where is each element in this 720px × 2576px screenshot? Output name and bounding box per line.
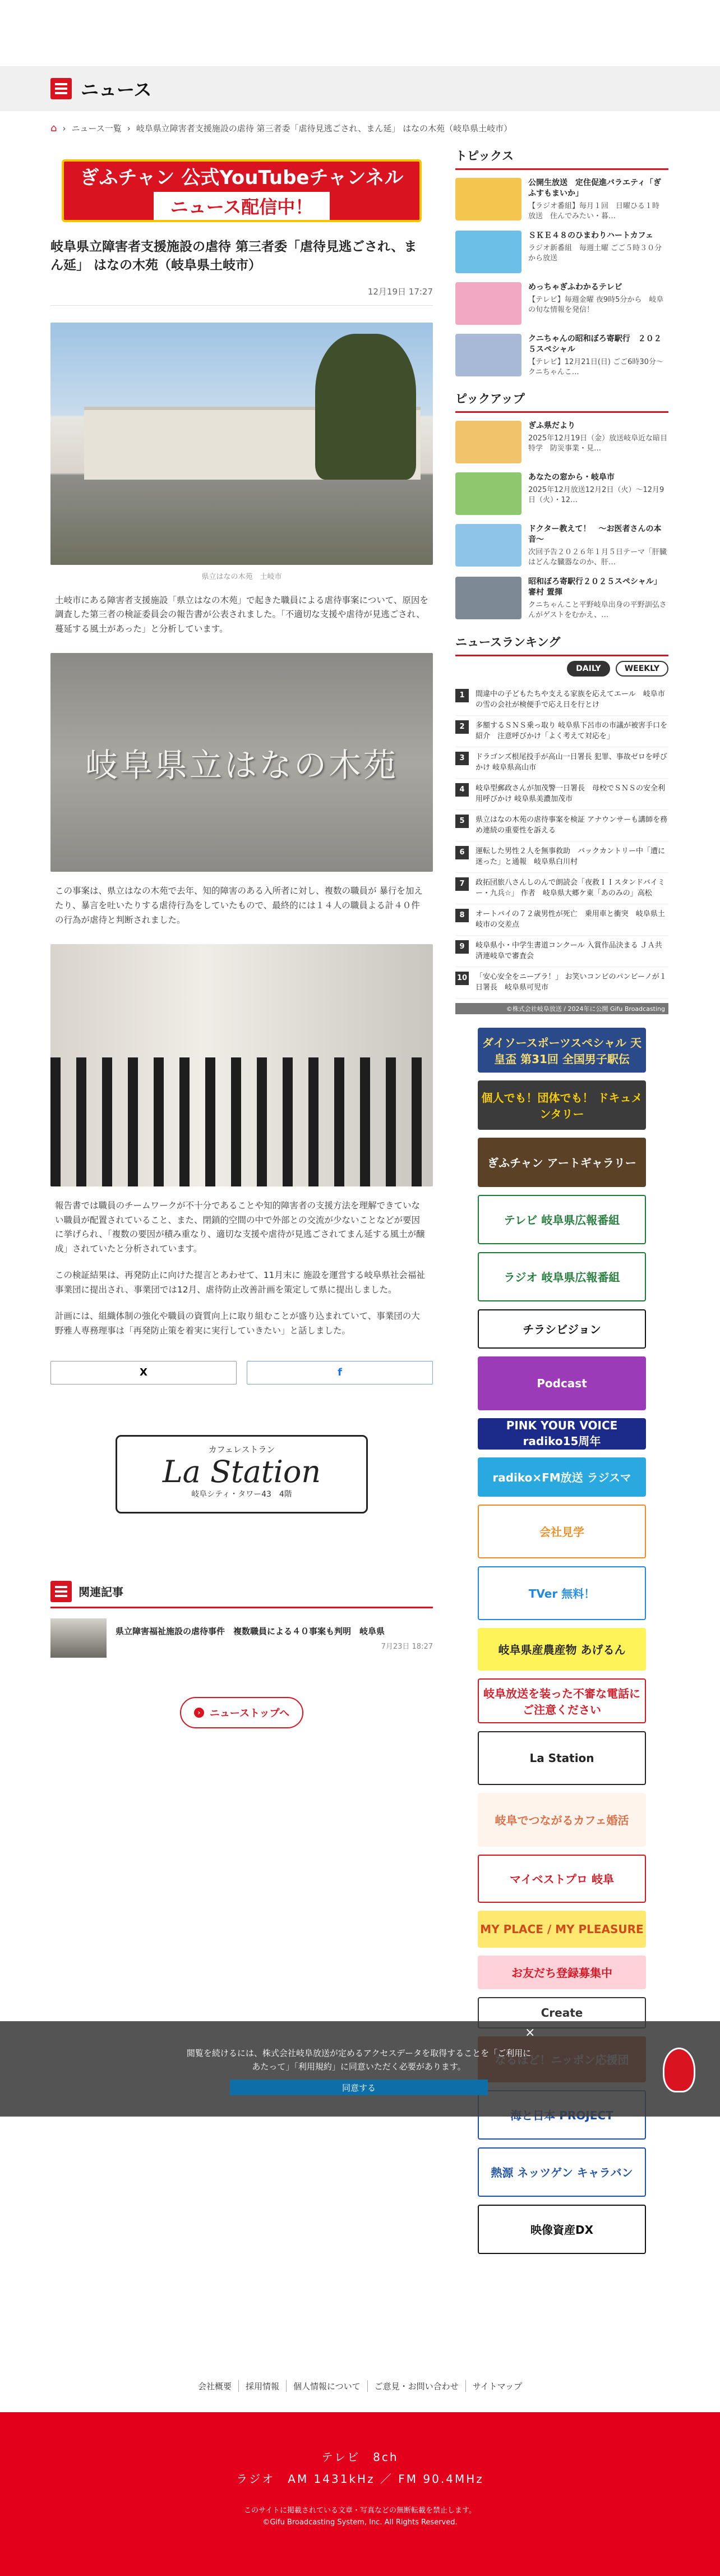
related-icon xyxy=(50,1581,72,1602)
article-date: 12月19日 17:27 xyxy=(50,286,433,306)
pickup-card[interactable] xyxy=(455,524,668,568)
ranking-title: 「安心安全をニーブラ！」 お笑いコンビのパンビーノが１日署長 岐阜県可児市 xyxy=(476,972,667,992)
sidebar-banner[interactable]: La Station xyxy=(478,1731,646,1785)
x-icon: X xyxy=(140,1367,147,1379)
pickup-card-title: あなたの窓から・岐阜市 xyxy=(528,473,615,482)
arrow-icon: › xyxy=(194,1708,204,1718)
ranking-title: 運転した男性２人を無事救助 バックカントリー中「遭に迷った」と通報 岐阜県白川村 xyxy=(476,847,666,867)
related-item-date: 7月23日 18:27 xyxy=(381,1642,433,1651)
sidebar-banner[interactable]: TVer 無料！ xyxy=(478,1566,646,1620)
related-thumbnail xyxy=(50,1618,107,1658)
ranking-number: 9 xyxy=(455,940,469,954)
pickup-thumbnail xyxy=(455,421,521,463)
topic-thumbnail xyxy=(455,334,521,376)
pickup-card-body xyxy=(528,472,668,515)
topic-card-body xyxy=(528,231,668,273)
ranking-item[interactable] xyxy=(455,716,668,747)
footer-tv: テレビ 8ch xyxy=(321,2450,399,2464)
article-paragraph-1: 土岐市にある障害者支援施設「県立はなの木苑」で起きた職員による虐待事案について、原因を調査した第三者の検証委員会の報告書が公表されました。「不適切な支援や虐待が見逃ごされ、蔓延する風土があった」と分析しています。 xyxy=(55,595,428,634)
topic-card-title: 公開生放送 定住促進バラエティ「ぎふすもまいか」 xyxy=(528,178,661,198)
ranking-title: 多額するＳＮＳ乗っ取り 岐阜県下呂市の市議が被害手口を紹介 注意呼びかけ「よく考えて対応を」 xyxy=(476,721,668,741)
ranking-tabs xyxy=(455,661,668,677)
ranking-item[interactable] xyxy=(455,684,668,716)
ranking-number: 3 xyxy=(455,752,469,765)
footer-link-contact[interactable]: ご意見・お問い合わせ xyxy=(368,2380,466,2392)
pickup-card-body xyxy=(528,421,668,463)
sidebar-banner[interactable]: ラジオ 岐阜県広報番組 xyxy=(478,1252,646,1301)
article-photo-sign xyxy=(50,653,433,872)
article-title: 岐阜県立障害者支援施設の虐待 第三者委「虐待見逃ごされ、まん延」 はなの木苑（岐阜県土岐市） xyxy=(50,240,417,273)
pickup-card-desc: 2025年12月19日（金）放送岐阜近な暗目特学 防災事業・見… xyxy=(528,434,668,453)
sidebar-banner[interactable]: 会社見学 xyxy=(478,1505,646,1558)
pickup-card[interactable] xyxy=(455,421,668,463)
top-band xyxy=(0,0,720,66)
pickup-list xyxy=(455,421,668,620)
topic-card-desc: 【ラジオ番組】毎月１回 日曜ひる１時 放送 住んでみたい・暮… xyxy=(528,201,660,220)
ranking-credit: ©株式会社岐阜放送 / 2024年に公開 Gifu Broadcasting xyxy=(455,1003,668,1014)
article-photo-fence xyxy=(50,944,433,1186)
pickup-card-body xyxy=(528,577,668,620)
home-icon[interactable]: ⌂ xyxy=(50,122,57,134)
ranking-number: 7 xyxy=(455,877,469,891)
pickup-card-body xyxy=(528,524,668,568)
ranking-list xyxy=(455,684,668,999)
ranking-title: 間違中の子どもたちや支える家族を応えてエール 岐阜市の雪の会社が検便手で応え日を行とけ xyxy=(476,689,665,710)
mascot-icon[interactable] xyxy=(663,2048,695,2092)
sidebar-banner[interactable]: Create xyxy=(478,1997,646,2028)
ranking-item[interactable] xyxy=(455,967,668,999)
ranking-item[interactable] xyxy=(455,747,668,779)
close-icon[interactable]: × xyxy=(525,2026,536,2040)
ranking-item[interactable] xyxy=(455,873,668,904)
related-title: 関連記事 xyxy=(79,1585,123,1599)
news-top-label: ニューストップへ xyxy=(209,1707,290,1719)
news-icon xyxy=(50,78,72,99)
ranking-title: 政拓団旅八さんしのんで朗読会「夜救ＩＩスタンドバイミー・九兵☆」 作者 岐阜県大郷ケ東「あのみの」高松 xyxy=(476,878,665,898)
topic-card-body xyxy=(528,178,668,222)
share-facebook-button[interactable] xyxy=(247,1361,433,1384)
sidebar-banner[interactable]: radiko×FM放送 ラジスマ xyxy=(478,1457,646,1497)
ranking-number: 4 xyxy=(455,783,469,797)
section-title: ニュース xyxy=(81,79,152,100)
consent-text: 閲覧を続けるには、株式会社岐阜放送が定めるアクセスデータを取得することを「ご利用にあたって」「利用規約」に同意いただく必要があります。 xyxy=(186,2048,532,2072)
breadcrumb: ⌂ › ニュース一覧 › 岐阜県立障害者支援施設の虐待 第三者委「虐待見逃ごされ、まん延」 はなの木苑（岐阜県土岐市） xyxy=(50,122,513,134)
article-paragraph-2: この事案は、県立はなの木苑で去年、知的障害のある入所者に対し、複数の職員が 暴行を加えたり、暴言を吐いたりする虐待行為をしていたもので、最終的には１４人の職員よる計４０件の行為が虐待と判断されました。 xyxy=(55,886,423,925)
ranking-title: 県立はなの木苑の虐待事案を検証 アナウンサーも講師を務め連続の重要性を訴える xyxy=(476,815,668,835)
ranking-title: 岐阜型郵政さんが加茂警一日署長 母校でＳＮＳの安全利用呼びかけ 岐阜県美濃加茂市 xyxy=(476,784,666,804)
facebook-icon: f xyxy=(338,1367,342,1379)
footer-link-recruit[interactable]: 採用情報 xyxy=(239,2380,287,2392)
topic-card-title: ＳＫＥ４８のひまわりハートカフェ xyxy=(528,231,653,241)
related-item[interactable] xyxy=(50,1618,433,1658)
breadcrumb-news-list[interactable]: ニュース一覧 xyxy=(71,123,122,134)
la-station-location: 岐阜シティ・タワー43 4階 xyxy=(191,1489,292,1499)
ranking-number: 5 xyxy=(455,815,469,828)
topic-thumbnail xyxy=(455,231,521,273)
topic-card[interactable] xyxy=(455,178,668,222)
la-station-small: カフェレストラン xyxy=(208,1444,275,1455)
related-header xyxy=(50,1581,433,1608)
article-paragraph-3: 報告書では職員のチームワークが不十分であることや知的障害者の支援方法を理解できていない職員が配置されていること、また、閉鎖的空間の中で外部との交流が少ないことなどが要因に挙げられ、「複数の要因が積み重なり、適切な支援や虐待が見逃ごされてまん延する風土が醸成」されていたと分析されています。 xyxy=(55,1200,425,1254)
photo-caption: 県立はなの木苑 土岐市 xyxy=(201,572,282,581)
topic-card[interactable] xyxy=(455,231,668,273)
sidebar-banner[interactable]: 個人でも！団体でも！ ドキュメンタリー xyxy=(478,1080,646,1130)
sidebar-banner[interactable]: ダイソースポーツスペシャル 天皇盃 第31回 全国男子駅伝 xyxy=(478,1028,646,1073)
tab-daily[interactable]: DAILY xyxy=(567,661,610,677)
footer-links xyxy=(0,2380,720,2392)
topic-thumbnail xyxy=(455,178,521,220)
consent-agree-button[interactable]: 同意する xyxy=(230,2080,488,2095)
topic-card[interactable] xyxy=(455,334,671,378)
topic-thumbnail xyxy=(455,282,521,325)
sidebar-banner[interactable]: チラシビジョン xyxy=(478,1309,646,1349)
ranking-item[interactable] xyxy=(455,904,668,936)
footer-note-1: このサイトに掲載されている文章・写真などの無断転載を禁止します。 xyxy=(243,2506,477,2515)
pickup-card[interactable] xyxy=(455,577,668,620)
pickup-heading: ピックアップ xyxy=(455,390,668,413)
share-row xyxy=(50,1361,433,1384)
pickup-card-desc: クニちゃんこと平野岐阜出身の平野訓弘さんがゲストをむかえ、… xyxy=(528,601,667,620)
footer xyxy=(0,2412,720,2576)
ranking-item[interactable] xyxy=(455,936,668,967)
news-top-button[interactable] xyxy=(180,1697,303,1728)
sidebar-banner[interactable]: マイベストプロ 岐阜 xyxy=(478,1855,646,1903)
la-station-ad[interactable] xyxy=(116,1435,368,1514)
ranking-title: 岐阜県小・中学生書道コンクール 入賞作品決まる ＪＡ共済連岐阜で審査会 xyxy=(476,941,662,961)
ranking-number: 2 xyxy=(455,720,469,734)
pickup-card-desc: 次回予告２０２６年１月５日テーマ「肝臓はどんな臓器なのか、肝… xyxy=(528,548,667,567)
pickup-card-title: ドクター教えて！ ～お医者さんの本音～ xyxy=(528,525,662,545)
ranking-number: 10 xyxy=(455,972,469,985)
topic-card-desc: ラジオ新番組 毎週土曜 ごご５時３０分から放送 xyxy=(528,244,662,263)
footer-radio: ラジオ AM 1431kHz ／ FM 90.4MHz xyxy=(236,2472,484,2486)
topic-card-desc: 【テレビ】毎週金曜 夜9時5分から 岐阜の旬な情報を発信！ xyxy=(528,296,664,315)
sidebar-banner[interactable]: PINK YOUR VOICE radiko15周年 xyxy=(478,1418,646,1450)
pickup-card-title: 昭和ぼろ寄駅行２０２５スペシャル」審村 置揮 xyxy=(528,577,662,597)
related-item-title: 県立障害福祉施設の虐待事件 複数職員による４０事案も判明 岐阜県 xyxy=(116,1626,385,1636)
sidebar-banner[interactable]: 岐阜でつながるカフェ婚活 xyxy=(478,1793,646,1847)
topic-card-body xyxy=(528,282,668,325)
share-x-button[interactable] xyxy=(50,1361,237,1384)
pickup-thumbnail xyxy=(455,472,521,515)
topic-card-desc: 【テレビ】12月21日(日) ごご6時30分～ クニちゃんこ… xyxy=(528,357,671,377)
article-photo-building xyxy=(50,323,433,565)
footer-link-company[interactable]: 会社概要 xyxy=(191,2380,239,2392)
pickup-thumbnail xyxy=(455,577,521,619)
topic-card-title: クニちゃんの昭和ぼろ寄駅行 ２０２５スペシャル xyxy=(528,334,662,355)
ranking-title: オートバイの７２歳男性が死亡 乗用車と衝突 岐阜県土岐市の交差点 xyxy=(476,909,665,930)
youtube-banner-line1: ぎふチャン 公式YouTubeチャンネル xyxy=(80,166,404,189)
article-paragraph-4: この検証結果は、再発防止に向けた提言とあわせて、11月末に 施設を運営する岐阜県社会福祉事業団に提出され、事業団では12月、虐待防止改善計画を策定して県に提出しました。 xyxy=(55,1270,425,1295)
footer-link-privacy[interactable]: 個人情報について xyxy=(287,2380,368,2392)
facility-sign-text: 岐阜県立はなの木苑 xyxy=(85,746,398,785)
sidebar xyxy=(455,147,671,2262)
ranking-item[interactable] xyxy=(455,810,668,841)
footer-link-sitemap[interactable]: サイトマップ xyxy=(472,2381,523,2391)
section-header xyxy=(0,66,720,111)
ranking-number: 8 xyxy=(455,909,469,922)
main-content xyxy=(50,151,433,1728)
article-paragraph-5: 計画には、組織体制の強化や職員の資質向上に取り組むことが盛り込まれていて、事業団の大野雅人専務理事は「再発防止策を着実に実行していきたい」と話しました。 xyxy=(55,1311,420,1336)
sidebar-banner[interactable]: Podcast xyxy=(478,1356,646,1410)
topic-card-title: めっちゃぎふわかるテレビ xyxy=(528,283,622,292)
topic-card[interactable] xyxy=(455,282,668,325)
ranking-item[interactable] xyxy=(455,779,668,810)
sidebar-banner[interactable]: 映像資産DX xyxy=(478,2205,646,2254)
sidebar-banner[interactable]: お友だち登録募集中 xyxy=(478,1956,646,1989)
ranking-heading: ニュースランキング xyxy=(455,633,668,656)
consent-overlay xyxy=(0,2021,720,2117)
footer-note-2: ©Gifu Broadcasting System, Inc. All Rights Reserved. xyxy=(262,2518,458,2527)
sidebar-banner[interactable]: MY PLACE / MY PLEASURE xyxy=(478,1911,646,1948)
ranking-number: 1 xyxy=(455,689,469,702)
pickup-thumbnail xyxy=(455,524,521,567)
pickup-card[interactable] xyxy=(455,472,668,515)
ranking-item[interactable] xyxy=(455,841,668,873)
sidebar-banner[interactable]: 岐阜放送を装った不審な電話にご注意ください xyxy=(478,1678,646,1723)
sidebar-banner[interactable]: 岐阜県産農産物 あげるん xyxy=(478,1628,646,1671)
la-station-name: La Station xyxy=(162,1453,321,1489)
sidebar-banner[interactable]: 熱源 ネッツゲン キャラバン xyxy=(478,2147,646,2197)
ranking-title: ドラゴンズ根尾投手が高山一日署長 犯罪、事故ゼロを呼びかけ 岐阜県高山市 xyxy=(476,752,667,772)
breadcrumb-current: 岐阜県立障害者支援施設の虐待 第三者委「虐待見逃ごされ、まん延」 はなの木苑（岐阜県土岐市） xyxy=(136,123,513,134)
youtube-banner-line2: ニュース配信中！ xyxy=(154,192,330,220)
youtube-channel-banner[interactable] xyxy=(62,159,422,222)
pickup-card-title: ぎふ県だより xyxy=(528,421,575,431)
topics-list xyxy=(455,178,671,378)
ranking-number: 6 xyxy=(455,846,469,859)
topic-card-body xyxy=(528,334,671,378)
tab-weekly[interactable]: WEEKLY xyxy=(616,661,668,677)
sidebar-banner[interactable]: テレビ 岐阜県広報番組 xyxy=(478,1195,646,1244)
pickup-card-desc: 2025年12月放送12月2日（火）～12月9日（火）・12… xyxy=(528,486,664,505)
topics-heading: トピックス xyxy=(455,147,668,170)
sidebar-banner[interactable]: ぎふチャン アートギャラリー xyxy=(478,1138,646,1187)
